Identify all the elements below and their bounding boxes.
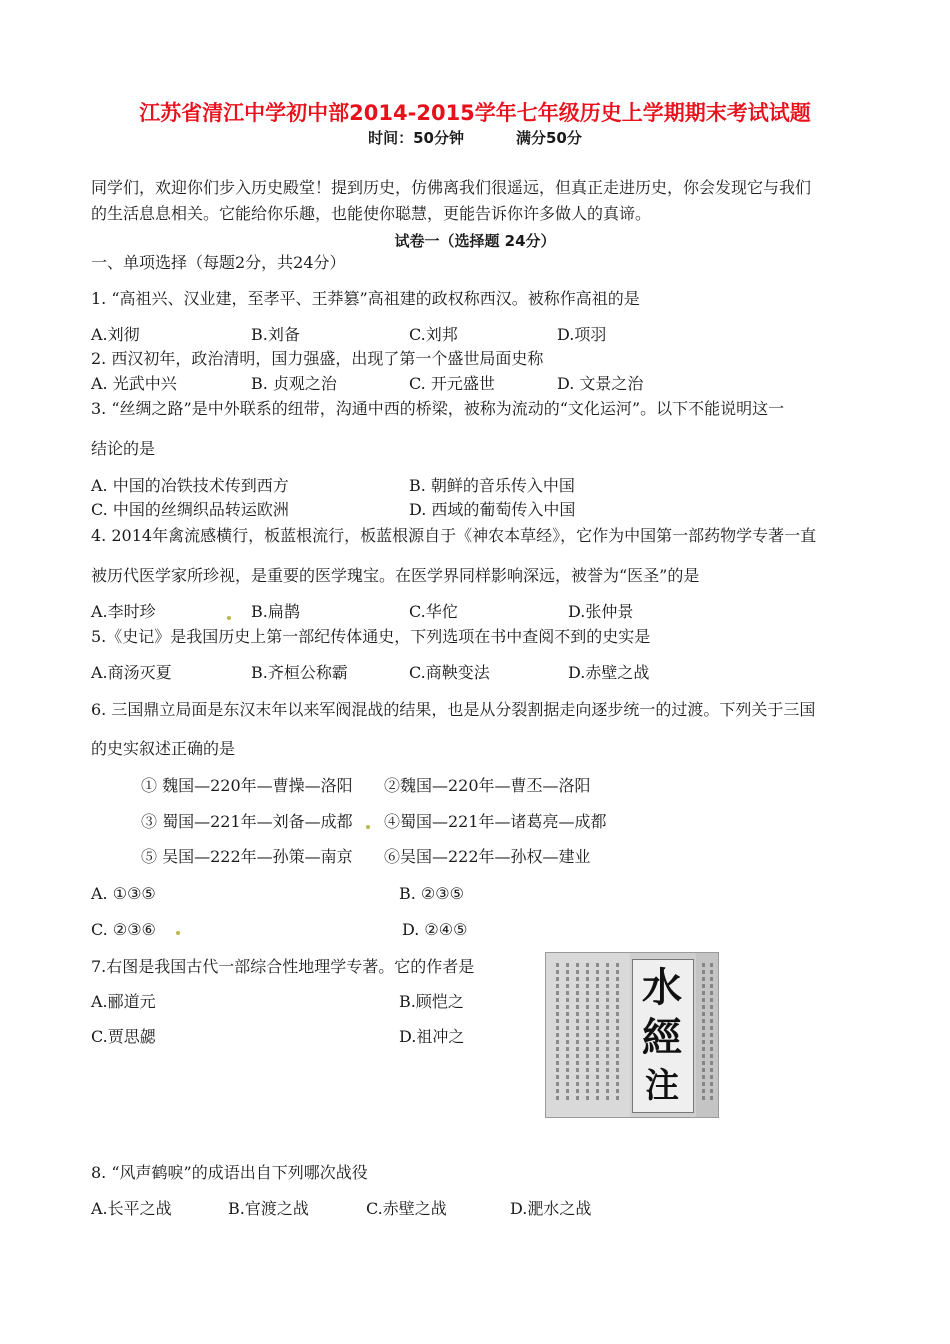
q4-option-a: A.李时珍: [91, 602, 156, 621]
q6-option-a: A. ①③⑤: [91, 884, 156, 903]
scan-speck: [366, 825, 370, 829]
q3-option-a: A. 中国的冶铁技术传到西方: [91, 476, 289, 495]
exam-title: 江苏省清江中学初中部2014-2015学年七年级历史上学期期末考试试题: [139, 101, 811, 125]
book-right-page: [696, 953, 718, 1117]
q7-option-d: D.祖冲之: [399, 1027, 465, 1046]
book-text-columns: [546, 953, 630, 1117]
question-1-stem: 1. “高祖兴、汉业建，至孝平、王莽篡”高祖建的政权称西汉。被称作高祖的是: [91, 289, 640, 308]
q1-option-b: B.刘备: [251, 325, 300, 344]
q4-option-d: D.张仲景: [568, 602, 634, 621]
q2-option-d: D. 文景之治: [557, 374, 644, 393]
q2-option-c: C. 开元盛世: [409, 374, 495, 393]
question-4-stem-2: 被历代医学家所珍视，是重要的医学瑰宝。在医学界同样影响深远，被誉为“医圣”的是: [91, 566, 700, 585]
q6-item-5: ⑤ 吴国—222年—孙策—南京: [141, 847, 353, 866]
q6-option-c: C. ②③⑥: [91, 920, 156, 939]
q2-option-b: B. 贞观之治: [251, 374, 337, 393]
question-7-stem: 7.右图是我国古代一部综合性地理学专著。它的作者是: [91, 957, 475, 976]
exam-score: 满分50分: [516, 129, 582, 147]
book-title-char-1: 水: [642, 964, 682, 1011]
book-title-char-2: 經: [642, 1014, 682, 1061]
exam-subtitle: [0, 128, 950, 148]
q6-item-4: ④蜀国—221年—诸葛亮—成都: [384, 812, 607, 831]
q8-option-d: D.淝水之战: [510, 1199, 592, 1218]
part-heading: 一、单项选择（每题2分，共24分）: [91, 253, 346, 272]
q7-option-c: C.贾思勰: [91, 1027, 156, 1046]
q6-item-2: ②魏国—220年—曹丕—洛阳: [384, 776, 591, 795]
q6-item-6: ⑥吴国—222年—孙权—建业: [384, 847, 591, 866]
q3-option-b: B. 朝鲜的音乐传入中国: [409, 476, 575, 495]
q6-item-1: ① 魏国—220年—曹操—洛阳: [141, 776, 353, 795]
question-5-stem: 5.《史记》是我国历史上第一部纪传体通史，下列选项在书中查阅不到的史实是: [91, 627, 651, 646]
q8-option-a: A.长平之战: [91, 1199, 172, 1218]
intro-line-2: 的生活息息相关。它能给你乐趣，也能使你聪慧，更能告诉你许多做人的真谛。: [91, 204, 652, 223]
exam-time: 时间：50分钟: [368, 129, 464, 147]
shuijingzhu-book-image: [545, 952, 719, 1118]
q6-option-b: B. ②③⑤: [399, 884, 464, 903]
q5-option-c: C.商鞅变法: [409, 663, 490, 682]
question-3-stem-1: 3. “丝绸之路”是中外联系的纽带，沟通中西的桥梁，被称为流动的“文化运河”。以下不能说明这一: [91, 399, 785, 418]
question-8-stem: 8. “风声鹤唳”的成语出自下列哪次战役: [91, 1163, 368, 1182]
q8-option-b: B.官渡之战: [228, 1199, 309, 1218]
q1-option-a: A.刘彻: [91, 325, 140, 344]
q4-option-b: B.扁鹊: [251, 602, 300, 621]
q3-option-c: C. 中国的丝绸织品转运欧洲: [91, 500, 289, 519]
question-3-stem-2: 结论的是: [91, 439, 156, 458]
q5-option-d: D.赤壁之战: [568, 663, 650, 682]
q5-option-b: B.齐桓公称霸: [251, 663, 348, 682]
q7-option-a: A.郦道元: [91, 992, 156, 1011]
question-4-stem-1: 4. 2014年禽流感横行，板蓝根流行，板蓝根源自于《神农本草经》，它作为中国第一部药物学专著一直: [91, 526, 817, 545]
question-6-stem-2: 的史实叙述正确的是: [91, 739, 236, 758]
q6-option-d: D. ②④⑤: [402, 920, 468, 939]
q8-option-c: C.赤壁之战: [366, 1199, 447, 1218]
book-title-char-3: 注: [645, 1066, 679, 1106]
section-title: 试卷一（选择题 24分）: [394, 232, 556, 250]
intro-line-1: 同学们，欢迎你们步入历史殿堂！提到历史，仿佛离我们很遥远，但真正走进历史，你会发现它与我们: [91, 178, 812, 197]
q1-option-c: C.刘邦: [409, 325, 458, 344]
q5-option-a: A.商汤灭夏: [91, 663, 172, 682]
scan-speck: [227, 616, 231, 620]
question-6-stem-1: 6. 三国鼎立局面是东汉末年以来军阀混战的结果，也是从分裂割据走向逐步统一的过渡。下列关于三国: [91, 700, 816, 719]
scan-speck: [176, 931, 180, 935]
q3-option-d: D. 西域的葡萄传入中国: [409, 500, 576, 519]
question-2-stem: 2. 西汉初年，政治清明，国力强盛，出现了第一个盛世局面史称: [91, 349, 544, 368]
q6-item-3: ③ 蜀国—221年—刘备—成都: [141, 812, 353, 831]
q4-option-c: C.华佗: [409, 602, 458, 621]
q7-option-b: B.顾恺之: [399, 992, 464, 1011]
q2-option-a: A. 光武中兴: [91, 374, 177, 393]
q1-option-d: D.项羽: [557, 325, 607, 344]
